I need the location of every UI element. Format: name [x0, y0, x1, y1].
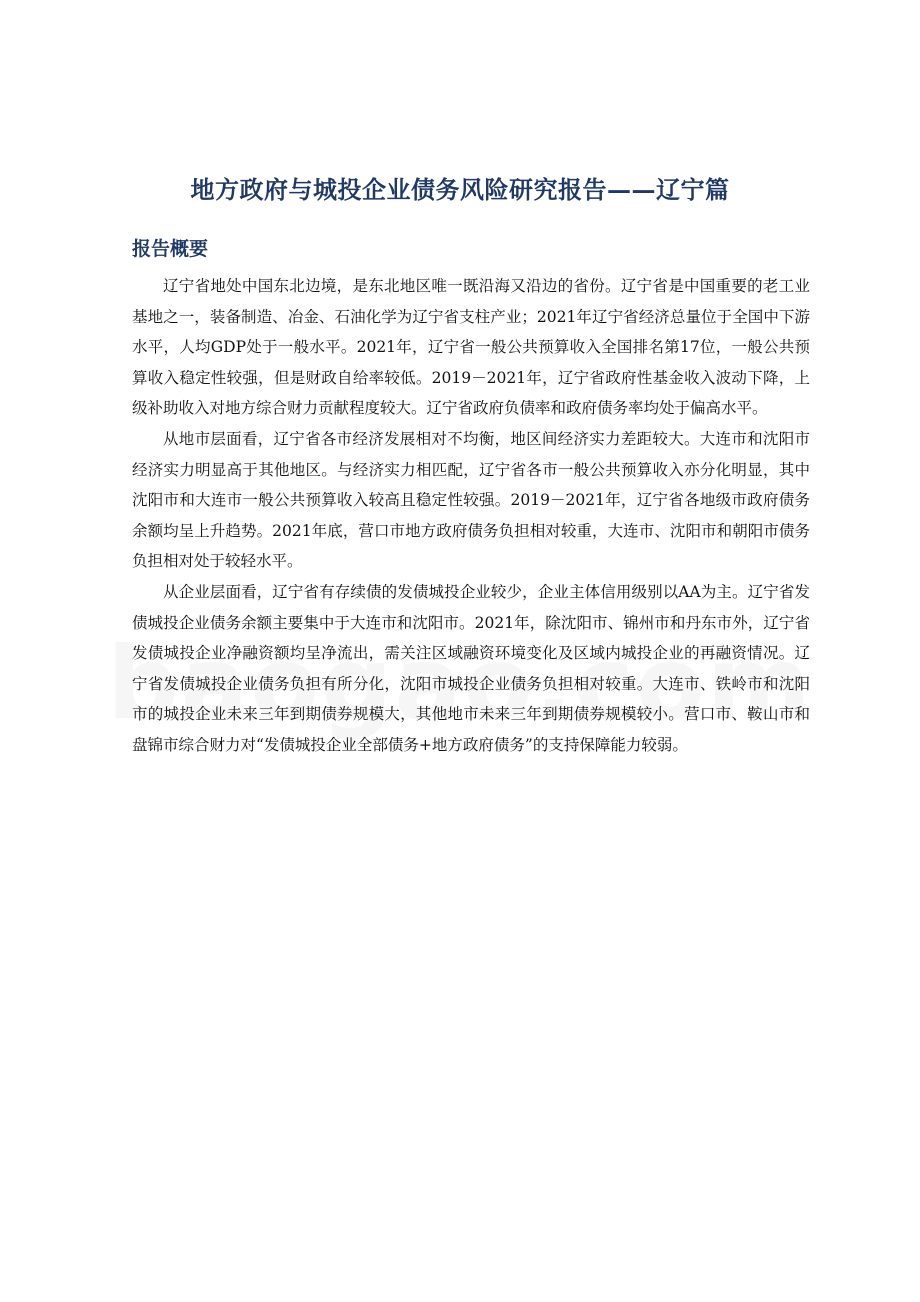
document-title: 地方政府与城投企业债务风险研究报告——辽宁篇	[190, 175, 730, 204]
paragraph-1: 辽宁省地处中国东北边境，是东北地区唯一既沿海又沿边的省份。辽宁省是中国重要的老工业基地之一，装备制造、冶金、石油化学为辽宁省支柱产业；2021年辽宁省经济总量位于全国中下游水平，人均GDP处于一般水平。2021年，辽宁省一般公共预算收入全国排名第17位，一般公共预算收入稳定性较强，但是财政自给率较低。2019－2021年，辽宁省政府性基金收入波动下降，上级补助收入对地方综合财力贡献程度较大。辽宁省政府负债率和政府债务率均处于偏高水平。	[132, 277, 810, 418]
paragraph-2: 从地市层面看，辽宁省各市经济发展相对不均衡，地区间经济实力差距较大。大连市和沈阳市经济实力明显高于其他地区。与经济实力相匹配，辽宁省各市一般公共预算收入亦分化明显，其中沈阳市和大连市一般公共预算收入较高且稳定性较强。2019－2021年，辽宁省各地级市政府债务余额均呈上升趋势。2021年底，营口市地方政府债务负担相对较重，大连市、沈阳市和朝阳市债务负担相对处于较轻水平。	[132, 429, 810, 571]
report-summary-body	[132, 271, 810, 761]
paragraph-3: 从企业层面看，辽宁省有存续债的发债城投企业较少，企业主体信用级别以AA为主。辽宁省发债城投企业债务余额主要集中于大连市和沈阳市。2021年，除沈阳市、锦州市和丹东市外，辽宁省发债城投企业净融资额均呈净流出，需关注区域融资环境变化及区域内城投企业的再融资情况。辽宁省发债城投企业债务负担有所分化，沈阳市城投企业债务负担相对较重。大连市、铁岭市和沈阳市的城投企业未来三年到期债券规模大，其他地市未来三年到期债券规模较小。营口市、鞍山市和盘锦市综合财力对“发债城投企业全部债务+地方政府债务”的支持保障能力较弱。	[132, 582, 810, 754]
section-heading: 报告概要	[132, 238, 209, 260]
